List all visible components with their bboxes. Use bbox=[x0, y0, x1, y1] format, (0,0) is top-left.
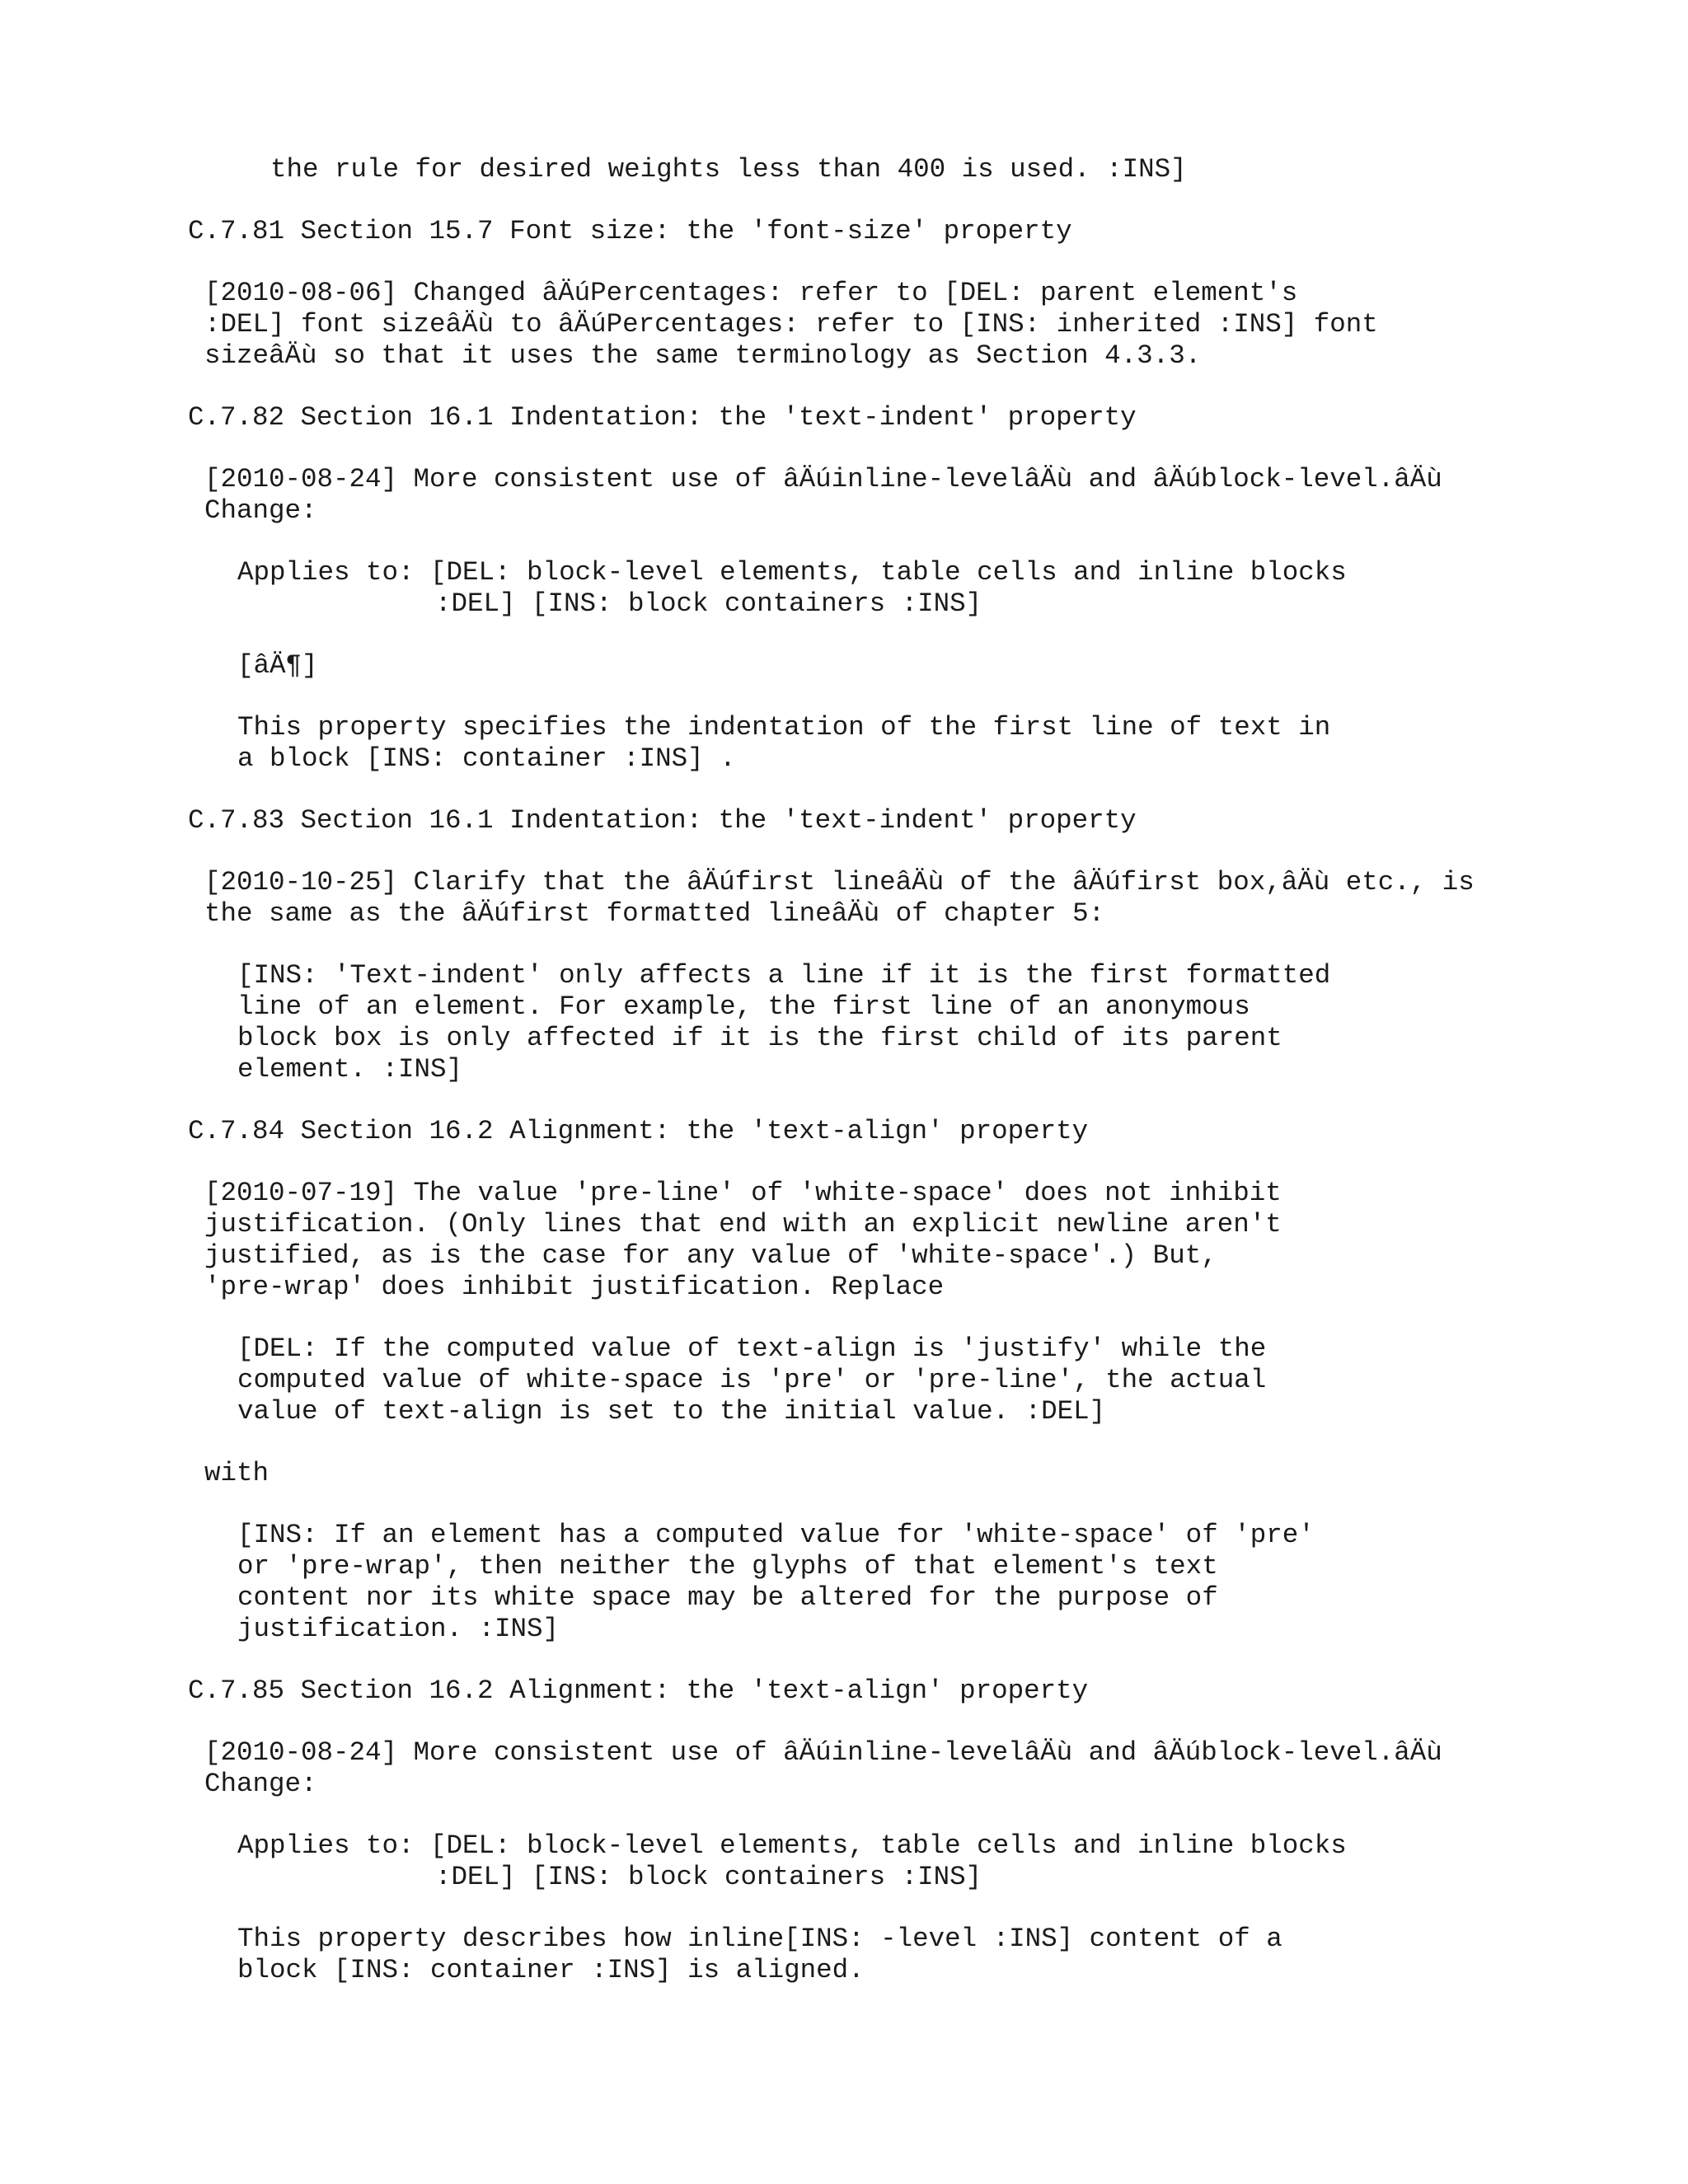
text-line: :DEL] [INS: block containers :INS] bbox=[435, 588, 982, 619]
text-line: [2010-08-24] More consistent use of âÄúinline-levelâÄù and âÄúblock-level.âÄù bbox=[204, 464, 1442, 494]
text-line: line of an element. For example, the first line of an anonymous bbox=[237, 991, 1250, 1022]
text-line: :DEL] font sizeâÄù to âÄúPercentages: refer to [INS: inherited :INS] font bbox=[204, 309, 1378, 340]
text-line: value of text-align is set to the initial value. :DEL] bbox=[237, 1396, 1106, 1427]
text-line: block [INS: container :INS] is aligned. bbox=[237, 1955, 865, 1985]
section-heading: C.7.85 Section 16.2 Alignment: the 'text-align' property bbox=[188, 1675, 1089, 1706]
text-line: [INS: 'Text-indent' only affects a line if it is the first formatted bbox=[237, 960, 1331, 991]
text-line: justification. :INS] bbox=[237, 1614, 560, 1644]
text-line: the same as the âÄúfirst formatted lineâÄù of chapter 5: bbox=[204, 898, 1105, 929]
text-line: [2010-10-25] Clarify that the âÄúfirst lineâÄù of the âÄúfirst box,âÄù etc., is bbox=[204, 867, 1475, 898]
section-heading: C.7.83 Section 16.1 Indentation: the 'text-indent' property bbox=[188, 805, 1137, 836]
text-line: Applies to: [DEL: block-level elements, table cells and inline blocks bbox=[237, 557, 1347, 588]
section-heading: C.7.82 Section 16.1 Indentation: the 'text-indent' property bbox=[188, 402, 1137, 433]
text-line: sizeâÄù so that it uses the same terminology as Section 4.3.3. bbox=[204, 340, 1202, 371]
text-line: block box is only affected if it is the first child of its parent bbox=[237, 1023, 1282, 1053]
text-line: with bbox=[204, 1458, 270, 1488]
section-heading: C.7.84 Section 16.2 Alignment: the 'text-align' property bbox=[188, 1116, 1089, 1146]
text-line: computed value of white-space is 'pre' or 'pre-line', the actual bbox=[237, 1365, 1267, 1395]
text-line: This property describes how inline[INS: -level :INS] content of a bbox=[237, 1924, 1282, 1954]
text-line: :DEL] [INS: block containers :INS] bbox=[435, 1862, 982, 1892]
text-line: [2010-08-24] More consistent use of âÄúinline-levelâÄù and âÄúblock-level.âÄù bbox=[204, 1737, 1442, 1768]
text-line: justification. (Only lines that end with an explicit newline aren't bbox=[204, 1209, 1282, 1240]
text-line: the rule for desired weights less than 400 is used. :INS] bbox=[270, 154, 1187, 185]
text-line: justified, as is the case for any value of 'white-space'.) But, bbox=[204, 1240, 1217, 1271]
text-line: Change: bbox=[204, 495, 317, 526]
section-heading: C.7.81 Section 15.7 Font size: the 'font-size' property bbox=[188, 216, 1072, 246]
text-line: content nor its white space may be altered for the purpose of bbox=[237, 1582, 1218, 1613]
text-line: Applies to: [DEL: block-level elements, table cells and inline blocks bbox=[237, 1830, 1347, 1861]
text-line: This property specifies the indentation of the first line of text in bbox=[237, 712, 1331, 743]
text-line: [âÄ¶] bbox=[237, 650, 318, 681]
text-line: Change: bbox=[204, 1769, 317, 1799]
text-line: [DEL: If the computed value of text-align is 'justify' while the bbox=[237, 1333, 1267, 1364]
text-line: a block [INS: container :INS] . bbox=[237, 743, 736, 774]
text-line: [2010-08-06] Changed âÄúPercentages: refer to [DEL: parent element's bbox=[204, 278, 1298, 308]
text-line: 'pre-wrap' does inhibit justification. Replace bbox=[204, 1272, 945, 1302]
text-line: [2010-07-19] The value 'pre-line' of 'white-space' does not inhibit bbox=[204, 1178, 1282, 1208]
text-line: or 'pre-wrap', then neither the glyphs of that element's text bbox=[237, 1551, 1218, 1582]
text-line: element. :INS] bbox=[237, 1054, 463, 1085]
text-line: [INS: If an element has a computed value for 'white-space' of 'pre' bbox=[237, 1520, 1315, 1550]
